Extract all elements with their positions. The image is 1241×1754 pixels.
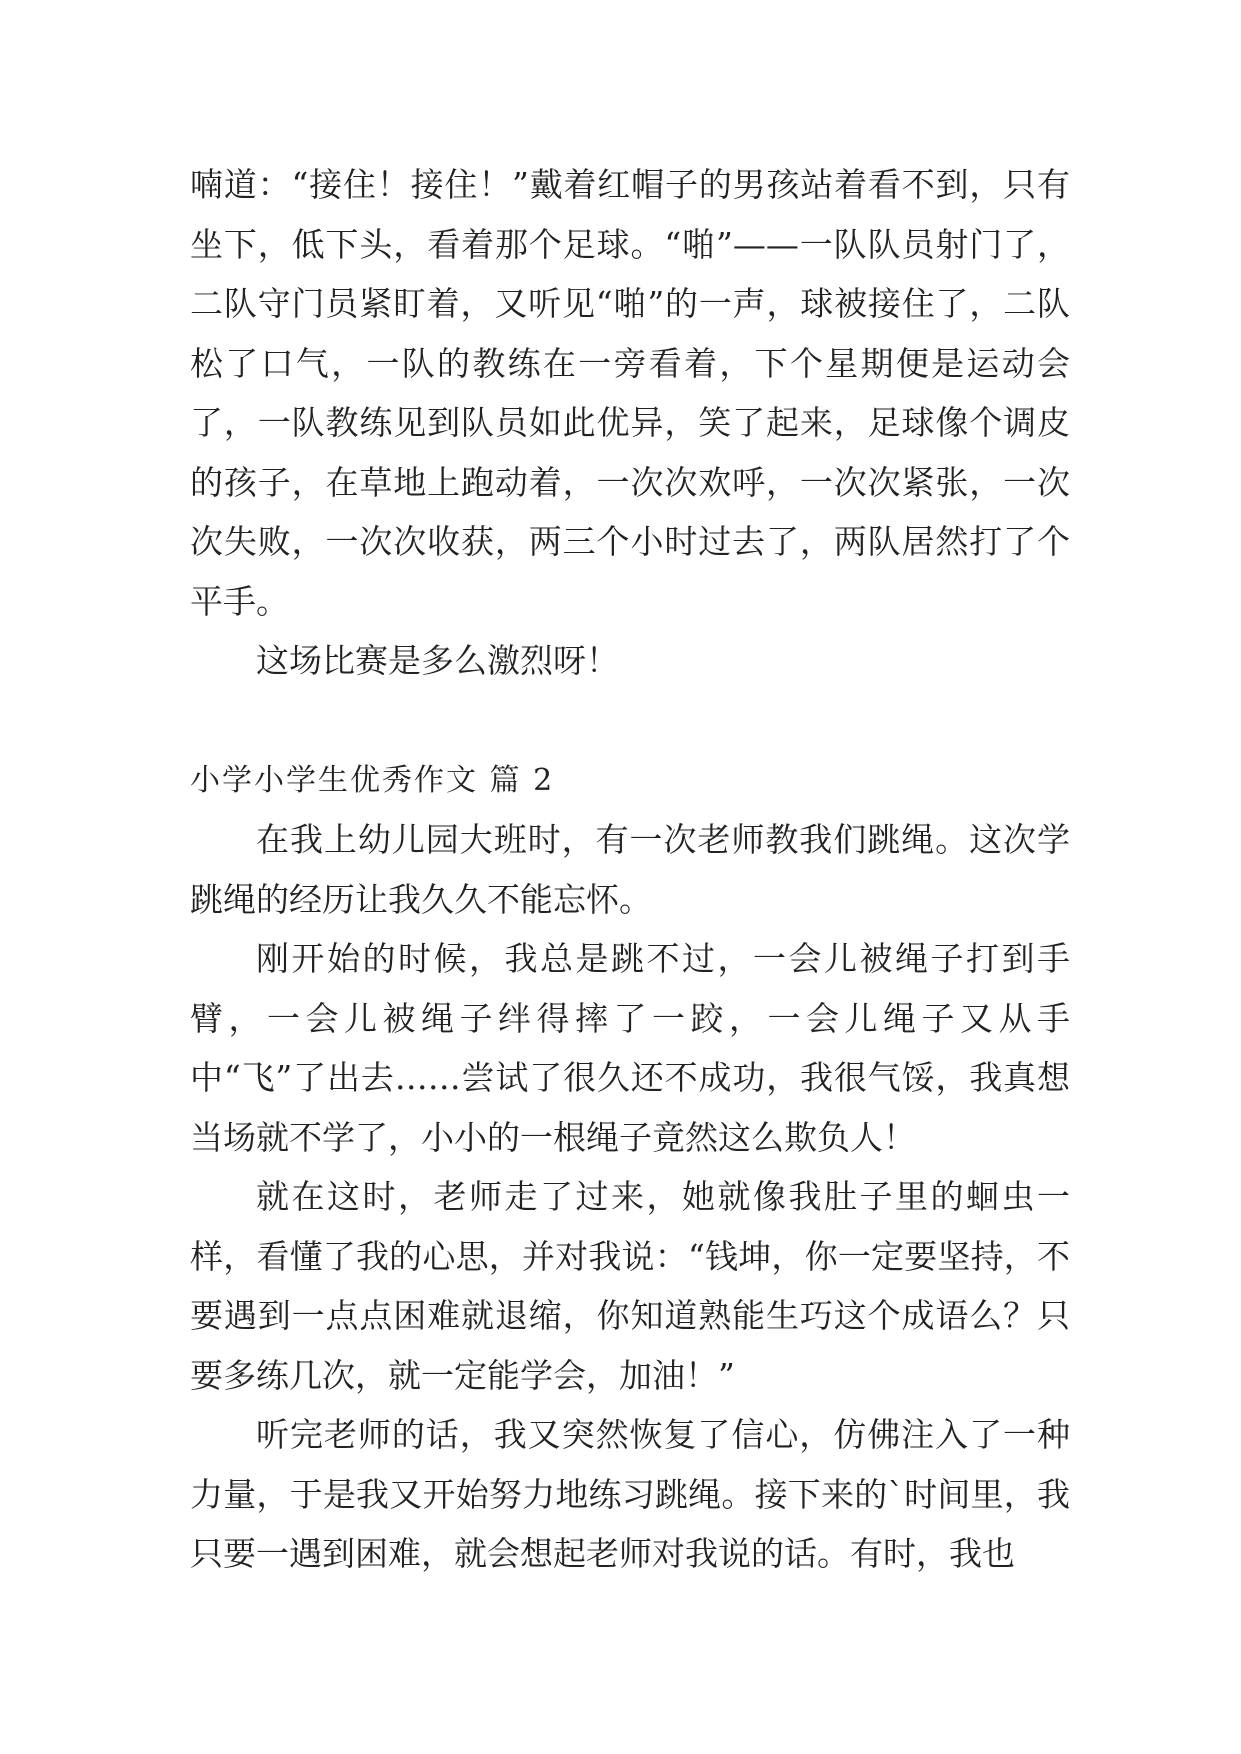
paragraph-intro: 在我上幼儿园大班时，有一次老师教我们跳绳。这次学跳绳的经历让我久久不能忘怀。 xyxy=(190,820,1070,919)
paragraph-confidence: 听完老师的话，我又突然恢复了信心，仿佛注入了一种力量，于是我又开始努力地练习跳绳。接下来的`时间里，我只要一遇到困难，就会想起老师对我说的话。有时，我也 xyxy=(190,1415,1070,1573)
section-gap xyxy=(190,691,1070,751)
paragraph-exclamation: 这场比赛是多么激烈呀！ xyxy=(256,641,619,680)
paragraph-teacher: 就在这时，老师走了过来，她就像我肚子里的蛔虫一样，看懂了我的心思，并对我说：“钱坤，你一定要坚持，不要遇到一点点困难就退缩，你知道熟能生巧这个成语么？只要多练几次，就一定能学会，加油！” xyxy=(190,1177,1070,1395)
paragraph-struggle: 刚开始的时候，我总是跳不过，一会儿被绳子打到手臂，一会儿被绳子绊得摔了一跤，一会儿绳子又从手中“飞”了出去……尝试了很久还不成功，我很气馁，我真想当场就不学了，小小的一根绳子竟然这么欺负人！ xyxy=(190,939,1070,1157)
essay-heading: 小学小学生优秀作文 篇 2 xyxy=(190,762,555,798)
paragraph-continuation: 喃道：“接住！接住！”戴着红帽子的男孩站着看不到，只有坐下，低下头，看着那个足球。“啪”——一队队员射门了，二队守门员紧盯着，又听见“啪”的一声，球被接住了，二队松了口气，一队的教练在一旁看着，下个星期便是运动会了，一队教练见到队员如此优异，笑了起来，足球像个调皮的孩子，在草地上跑动着，一次次欢呼，一次次紧张，一次次失败，一次次收获，两三个小时过去了，两队居然打了个平手。 xyxy=(190,165,1070,621)
document-body xyxy=(190,155,1070,1584)
